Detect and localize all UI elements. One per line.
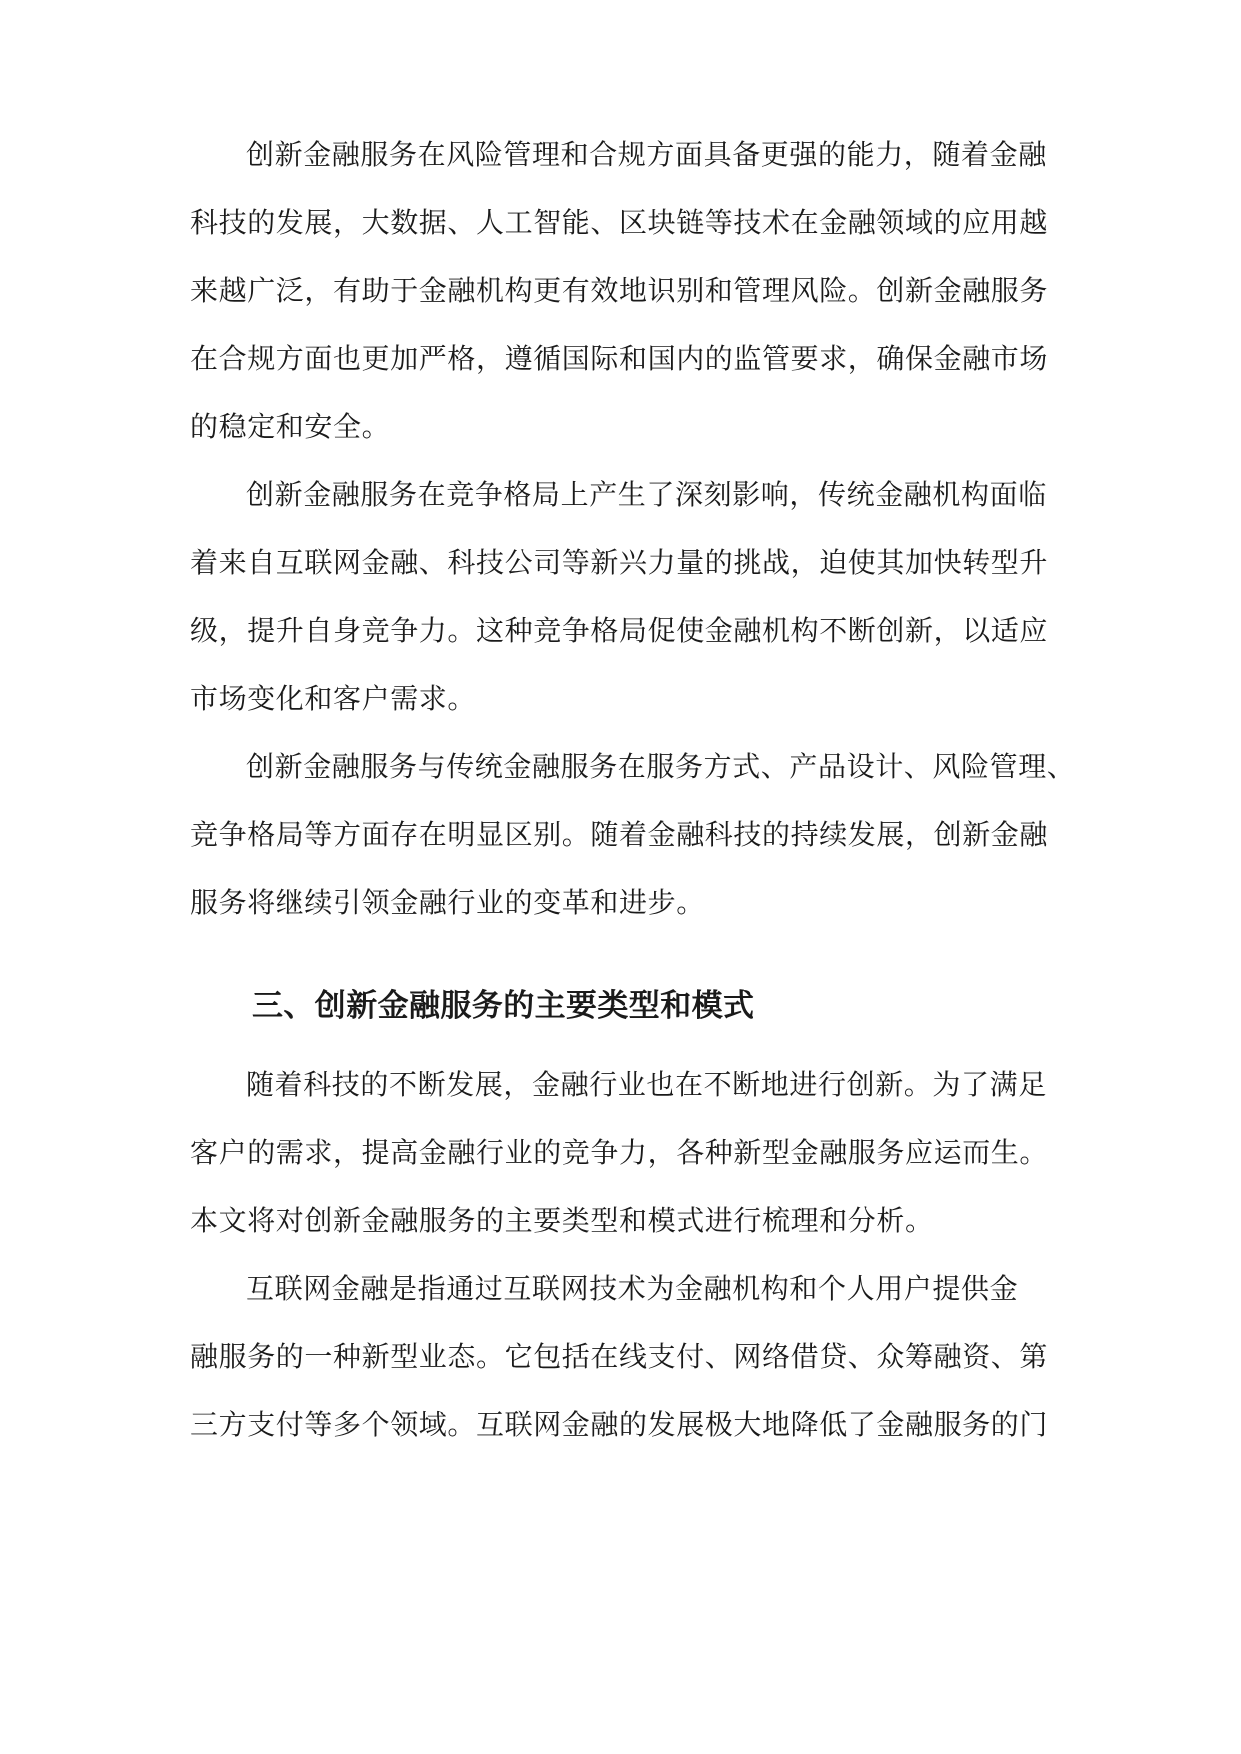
paragraph-2-line-1: 创新金融服务在竞争格局上产生了深刻影响，传统金融机构面临	[246, 478, 1047, 511]
section-heading: 三、创新金融服务的主要类型和模式	[252, 988, 755, 1024]
section-paragraph-1-line-2: 客户的需求，提高金融行业的竞争力，各种新型金融服务应运而生。	[190, 1136, 1049, 1169]
paragraph-1-line-4: 在合规方面也更加严格，遵循国际和国内的监管要求，确保金融市场	[190, 342, 1049, 375]
paragraph-2-line-4: 市场变化和客户需求。	[190, 682, 477, 715]
paragraph-1-line-2: 科技的发展，大数据、人工智能、区块链等技术在金融领域的应用越	[190, 206, 1049, 239]
paragraph-1-line-3: 来越广泛，有助于金融机构更有效地识别和管理风险。创新金融服务	[190, 274, 1049, 307]
paragraph-3-line-2: 竞争格局等方面存在明显区别。随着金融科技的持续发展，创新金融	[190, 818, 1049, 851]
section-paragraph-2-line-1: 互联网金融是指通过互联网技术为金融机构和个人用户提供金	[246, 1272, 1019, 1305]
section-paragraph-2-line-3: 三方支付等多个领域。互联网金融的发展极大地降低了金融服务的门	[190, 1408, 1049, 1441]
paragraph-2-line-3: 级，提升自身竞争力。这种竞争格局促使金融机构不断创新，以适应	[190, 614, 1049, 647]
section-paragraph-1-line-3: 本文将对创新金融服务的主要类型和模式进行梳理和分析。	[190, 1204, 934, 1237]
paragraph-1-line-5: 的稳定和安全。	[190, 410, 391, 443]
paragraph-3-line-1: 创新金融服务与传统金融服务在服务方式、产品设计、风险管理、	[246, 750, 1076, 783]
section-paragraph-1-line-1: 随着科技的不断发展，金融行业也在不断地进行创新。为了满足	[246, 1068, 1047, 1101]
paragraph-1-line-1: 创新金融服务在风险管理和合规方面具备更强的能力，随着金融	[246, 138, 1047, 171]
paragraph-3-line-3: 服务将继续引领金融行业的变革和进步。	[190, 886, 705, 919]
section-paragraph-2-line-2: 融服务的一种新型业态。它包括在线支付、网络借贷、众筹融资、第	[190, 1340, 1049, 1373]
paragraph-2-line-2: 着来自互联网金融、科技公司等新兴力量的挑战，迫使其加快转型升	[190, 546, 1049, 579]
